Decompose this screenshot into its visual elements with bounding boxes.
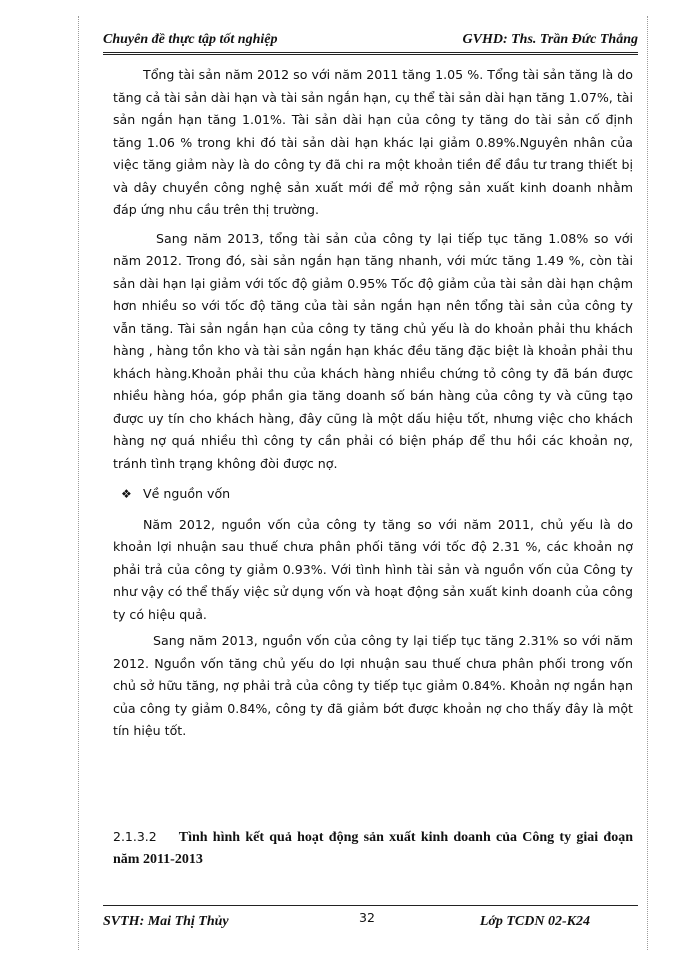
section-number: 2.1.3.2 — [113, 829, 157, 844]
bullet-capital-sources — [113, 483, 633, 506]
header-supervisor: GVHD: Ths. Trần Đức Thắng — [462, 32, 638, 47]
paragraph-total-assets-2012: Tổng tài sản năm 2012 so với năm 2011 tăng 1.05 %. Tổng tài sản tăng là do tăng cả tài sản dài hạn và tài sản ngắn hạn, cụ thể tài sản dài hạn tăng 1.07%, tài sản ngắn hạn tăng 1.01%. Tài sản dài hạn của công ty tăng do tài sản cố định tăng 1.06 % trong khi đó tài sản dài hạn khác lại giảm 0.89%.Nguyên nhân của việc tăng giảm này là do công ty đã chi ra một khoản tiền để đầu tư trang thiết bị và dây chuyền công nghệ sản xuất mới để mở rộng sản xuất kinh doanh nhằm đáp ứng nhu cầu trên thị trường. — [113, 67, 633, 217]
footer-class: Lớp TCDN 02-K24 — [479, 914, 590, 929]
diamond-bullet-icon: ❖ — [121, 487, 132, 501]
footer-divider — [103, 905, 638, 906]
paragraph-capital-2013: Sang năm 2013, nguồn vốn của công ty lại tiếp tục tăng 2.31% so với năm 2012. Nguồn vốn tăng chủ yếu do lợi nhuận sau thuế chưa phân phối trong vốn chủ sở hữu tăng, nợ phải trả của công ty tiếp tục giảm 0.84%. Khoản nợ ngắn hạn của công ty giảm 0.84%, công ty đã giảm bớt được khoản nợ cho thấy đây là một tín hiệu tốt. — [113, 633, 633, 738]
section-heading — [113, 826, 633, 871]
footer-student: SVTH: Mai Thị Thủy — [103, 914, 229, 929]
section-title: Tình hình kết quả hoạt động sản xuất kinh doanh của Công ty giai đoạn năm 2011-2013 — [113, 830, 633, 867]
page-header — [103, 32, 638, 52]
header-document-title: Chuyên đề thực tập tốt nghiệp — [103, 32, 278, 47]
body-text — [113, 64, 633, 743]
paragraph-capital-2012: Năm 2012, nguồn vốn của công ty tăng so với năm 2011, chủ yếu là do khoản lợi nhuận sau thuế chưa phân phối tăng với tốc độ 2.31 %, các khoản nợ phải trả của công ty giảm 0.93%. Với tình hình tài sản và nguồn vốn của Công ty như vậy có thể thấy việc sử dụng vốn và hoạt động sản xuất kinh doanh của công ty có hiệu quả. — [113, 516, 633, 622]
header-divider — [103, 52, 638, 55]
paragraph-total-assets-2013: Sang năm 2013, tổng tài sản của công ty lại tiếp tục tăng 1.08% so với năm 2012. Trong đó, sài sản ngắn hạn tăng nhanh, với mức tăng 1.49 %, còn tài sản dài hạn lại giảm với tốc độ giảm 0.95% Tốc độ giảm của tài sản dài hạn chậm hơn nhiều so với tốc độ tăng của tài sản ngắn hạn nên tổng tài sản của công ty vẫn tăng. Tài sản ngắn hạn của công ty tăng chủ yếu là do khoản phải thu khách hàng , hàng tồn kho và tài sản ngắn hạn khác đều tăng đặc biệt là khoản phải thu khách hàng.Khoản phải thu của khách hàng nhiều chứng tỏ công ty đã bán được nhiều hàng hóa, góp phần gia tăng doanh số bán hàng của công ty và cũng tạo được uy tín cho khách hàng, đây cũng là một dấu hiệu tốt, nhưng việc cho khách hàng nợ quá nhiều thì công ty cần phải có biện pháp để thu hồi các khoản nợ, tránh tình trạng không đòi được nợ. — [113, 230, 633, 471]
bullet-label: Về nguồn vốn — [143, 486, 231, 501]
page-number: 32 — [359, 910, 375, 925]
